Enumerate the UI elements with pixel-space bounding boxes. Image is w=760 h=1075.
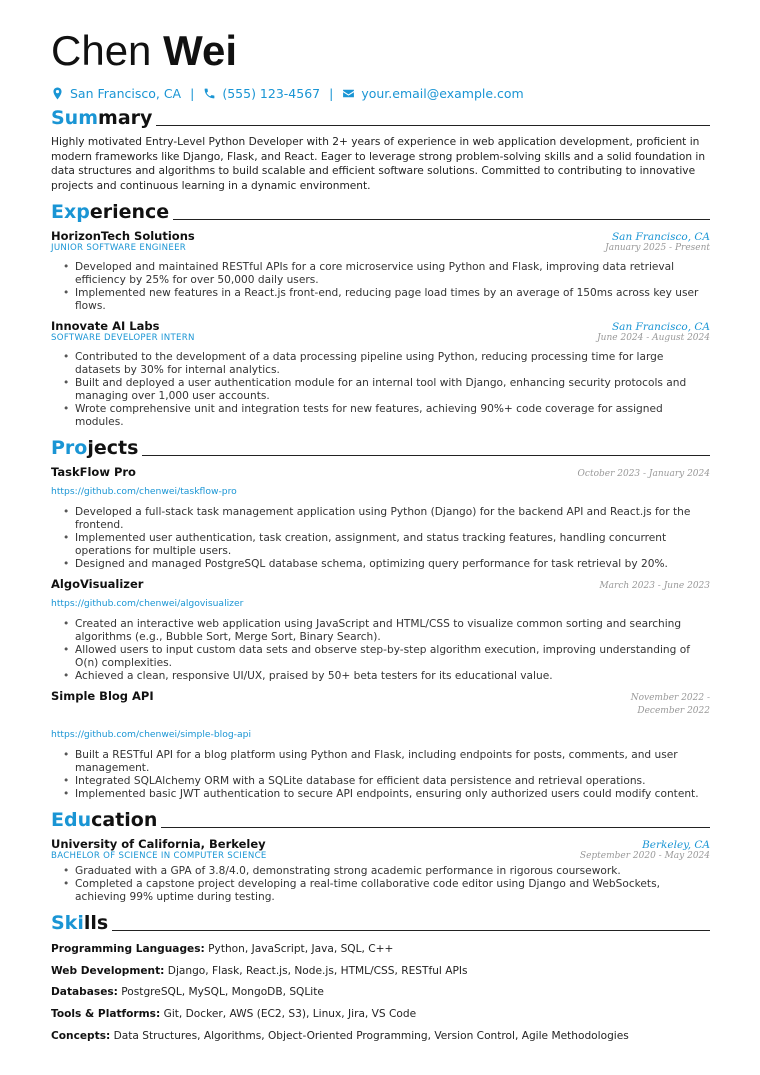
bullet-list [63,506,710,571]
company-name: HorizonTech Solutions [51,229,195,243]
project-name: TaskFlow Pro [51,465,136,479]
project-link[interactable]: https://github.com/chenwei/algovisualizer [51,598,244,609]
phone-text: (555) 123-4567 [222,86,321,101]
email-text: your.email@example.com [361,86,524,101]
section-rule [161,827,710,828]
bullet-item: • Developed and maintained RESTful APIs for a core microservice using Python and Flask, improving data retrieval efficiency by 25% for over 50,000 daily users. [63,261,710,287]
contact-location [51,86,181,101]
entry-header [51,689,710,718]
bullet-item: • Developed a full-stack task management application using Python (Django) for the backend API and React.js for the frontend. [63,506,710,532]
project-name: AlgoVisualizer [51,577,144,591]
experience-entry [51,319,710,429]
skill-category: Concepts: [51,1029,111,1042]
skill-row [51,964,710,978]
entry-subheader [51,243,710,253]
section-rule [173,219,710,220]
skill-category: Databases: [51,986,118,999]
envelope-icon [342,87,355,100]
project-link[interactable]: https://github.com/chenwei/simple-blog-api [51,729,252,740]
bullet-list [63,351,710,429]
project-link-row [51,722,710,741]
section-title: Summary [51,107,153,129]
last-name: Wei [163,27,237,74]
school-name: University of California, Berkeley [51,837,266,851]
company-name: Innovate AI Labs [51,319,160,333]
bullet-item: • Integrated SQLAlchemy ORM with a SQLite database for efficient data persistence and retrieval operations. [63,775,710,788]
bullet-item: • Built and deployed a user authentication module for an internal tool with Django, enhancing security protocols and managing over 1,000 user accounts. [63,377,710,403]
summary-text: Highly motivated Entry-Level Python Developer with 2+ years of experience in web application development, proficient in modern frameworks like Django, Flask, and React. Eager to leverage strong problem-solving skills and a solid foundation in data structures and algorithms to build scalable and efficient software solutions. Committed to contributing to innovative projects and continuous learning in a dynamic environment. [51,136,706,192]
contact-separator: | [190,86,195,101]
section-title: Projects [51,437,139,459]
degree-name: BACHELOR OF SCIENCE IN COMPUTER SCIENCE [51,851,267,861]
project-entry [51,465,710,571]
first-name: Chen [51,27,152,74]
education-heading [51,809,710,831]
project-name: Simple Blog API [51,689,154,703]
bullet-item: • Designed and managed PostgreSQL database schema, optimizing query performance for task retrieval by 20%. [63,558,710,571]
project-dates: November 2022 - December 2022 [630,693,710,716]
section-title: Skills [51,912,109,934]
job-dates: June 2024 - August 2024 [597,333,710,343]
section-rule [112,930,710,931]
job-title: JUNIOR SOFTWARE ENGINEER [51,243,187,253]
bullet-item: • Contributed to the development of a data processing pipeline using Python, reducing processing time for large datasets by 30% for internal analytics. [63,351,710,377]
projects-list [51,465,710,801]
entry-header [51,577,710,591]
school-location: Berkeley, CA [642,839,710,851]
entry-header [51,465,710,479]
education-list [51,837,710,904]
location-text: San Francisco, CA [70,86,182,101]
skill-values: PostgreSQL, MySQL, MongoDB, SQLite [121,986,324,999]
project-link-row [51,591,710,610]
entry-header [51,319,710,333]
summary-heading [51,107,710,129]
section-rule [142,455,710,456]
job-location: San Francisco, CA [611,321,710,333]
project-link[interactable]: https://github.com/chenwei/taskflow-pro [51,486,237,497]
section-title: Education [51,809,158,831]
skill-category: Web Development: [51,964,165,977]
skill-values: Django, Flask, React.js, Node.js, HTML/CSS, RESTful APIs [167,964,468,977]
projects-heading [51,437,710,459]
skill-row [51,1007,710,1021]
bullet-item: • Built a RESTful API for a blog platform using Python and Flask, including endpoints for posts, comments, and user management. [63,749,710,775]
contact-email[interactable] [342,86,523,101]
skill-row [51,942,710,956]
skills-heading [51,912,710,934]
experience-list [51,229,710,429]
contact-bar [51,86,710,101]
experience-heading [51,201,710,223]
contact-phone[interactable] [203,86,320,101]
experience-entry [51,229,710,313]
job-dates: January 2025 - Present [605,243,710,253]
entry-header [51,229,710,243]
bullet-list [63,865,710,904]
skill-values: Data Structures, Algorithms, Object-Oriented Programming, Version Control, Agile Methodologies [113,1029,629,1042]
bullet-item: • Wrote comprehensive unit and integration tests for new features, achieving 90%+ code coverage for assigned modules. [63,403,710,429]
job-title: SOFTWARE DEVELOPER INTERN [51,333,195,343]
project-entry [51,689,710,801]
skill-values: Python, JavaScript, Java, SQL, C++ [208,942,394,955]
entry-header [51,837,710,851]
entry-subheader [51,333,710,343]
section-title: Experience [51,201,170,223]
bullet-item: • Achieved a clean, responsive UI/UX, praised by 50+ beta testers for its educational value. [63,670,710,683]
skill-category: Tools & Platforms: [51,1008,161,1021]
bullet-item: • Implemented basic JWT authentication to secure API endpoints, ensuring only authorized users could modify content. [63,788,710,801]
skill-row [51,985,710,999]
skill-row [51,1029,710,1043]
project-dates: March 2023 - June 2023 [599,581,710,591]
entry-subheader [51,851,710,861]
bullet-item: • Created an interactive web application using JavaScript and HTML/CSS to visualize common sorting and searching algorithms (e.g., Bubble Sort, Merge Sort, Binary Search). [63,618,710,644]
skill-category: Programming Languages: [51,942,205,955]
skill-values: Git, Docker, AWS (EC2, S3), Linux, Jira, VS Code [163,1008,417,1021]
project-entry [51,577,710,683]
education-dates: September 2020 - May 2024 [579,851,710,861]
map-pin-icon [51,87,64,100]
bullet-item: • Implemented user authentication, task creation, assignment, and status tracking features, handling concurrent operations for multiple users. [63,532,710,558]
project-dates: October 2023 - January 2024 [577,469,710,479]
project-link-row [51,479,710,498]
section-rule [156,125,710,126]
contact-separator: | [329,86,334,101]
bullet-item: • Graduated with a GPA of 3.8/4.0, demonstrating strong academic performance in rigorous coursework. [63,865,710,878]
bullet-list [63,749,710,801]
skills-list [51,942,710,1043]
job-location: San Francisco, CA [611,231,710,243]
phone-icon [203,87,216,100]
bullet-item: • Implemented new features in a React.js front-end, reducing page load times by an average of 150ms across key user flows. [63,287,710,313]
bullet-list [63,261,710,313]
bullet-item: • Completed a capstone project developing a real-time collaborative code editor using Django and WebSockets, achieving 99% uptime during testing. [63,878,710,904]
candidate-name [51,28,710,74]
education-entry [51,837,710,904]
bullet-item: • Allowed users to input custom data sets and observe step-by-step algorithm execution, improving understanding of O(n) complexities. [63,644,710,670]
bullet-list [63,618,710,683]
